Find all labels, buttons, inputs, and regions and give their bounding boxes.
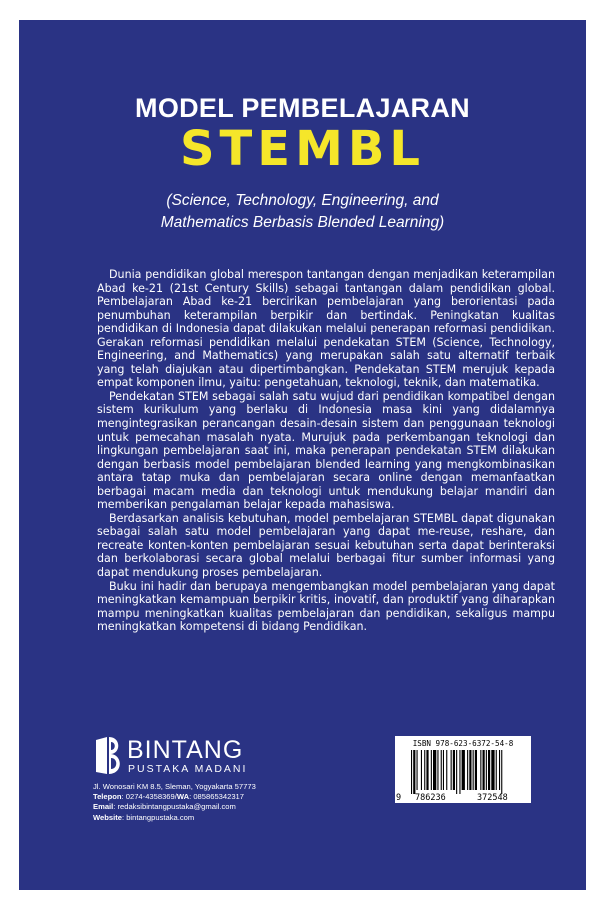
publisher-website: Website: bintangpustaka.com (93, 812, 195, 822)
subtitle-line-1: (Science, Technology, Engineering, and (166, 192, 439, 209)
publisher-address: Jl. Wonosari KM 8.5, Sleman, Yogyakarta 57773 (93, 782, 256, 791)
isbn-barcode-box (395, 736, 531, 803)
isbn-label: ISBN 978-623-6372-54-8 (412, 739, 514, 748)
subtitle-line-2: Mathematics Berbasis Blended Learning) (160, 214, 445, 231)
publisher-email: Email: redaksibintangpustaka@gmail.com (93, 802, 236, 812)
isbn-digits-group-1: 786236 (415, 793, 446, 803)
title-line-2: STEMBL (179, 121, 426, 177)
book-b-logo-icon (93, 736, 123, 776)
publisher-contact (93, 782, 256, 823)
publisher-brand: BINTANG (127, 736, 244, 764)
title-line-1: MODEL PEMBELAJARAN (135, 93, 470, 123)
back-cover (19, 20, 586, 890)
blurb-paragraph: Berdasarkan analisis kebutuhan, model pembelajaran STEMBL dapat digunakan sebagai salah satu model pembelajaran yang dapat me-reuse, reshare, dan recreate konten-konten pembelajaran sesuai kebutuhan serta dapat berinteraksi dan berkolaborasi secara global melalui berbagai fitur sumber informasi yang dapat mendukung proses pembelajaran. (97, 511, 555, 580)
blurb-paragraph: Dunia pendidikan global merespon tantangan dengan menjadikan keterampilan Abad ke-21 (21st Century Skills) sebagai tantangan dalam pendidikan global. Pembelajaran Abad ke-21 bercirikan pembelajaran yang berorientasi pada penumbuhan keterampilan berpikir dan bertindak. Peningkatan kualitas pendidikan di Indonesia dapat dilakukan melalui penerapan reformasi pendidikan. Gerakan reformasi pendidikan melalui pendekatan STEM (Science, Technology, Engineering, and Mathematics) yang merupakan salah satu alternatif terbaik yang telah diajukan atau dipertimbangkan. Pendekatan STEM merujuk kepada empat komponen ilmu, yaitu: pengetahuan, teknologi, teknik, dan matematika. (97, 268, 555, 390)
publisher-brand-sub: PUSTAKA MADANI (128, 763, 248, 775)
blurb-paragraph: Buku ini hadir dan berupaya mengembangkan model pembelajaran yang dapat meningkatkan kemampuan berpikir kritis, inovatif, dan produktif yang diharapkan mampu meningkatkan kualitas pembelajaran dan pendidikan, sekaligus mampu meningkatkan kompetensi di bidang Pendidikan. (97, 579, 555, 634)
isbn-digit-first: 9 (396, 793, 402, 803)
isbn-digits-group-2: 372548 (477, 793, 508, 803)
blurb-paragraph: Pendekatan STEM sebagai salah satu wujud dari pendidikan kompatibel dengan sistem kurikulum yang berlaku di Indonesia masa kini yang didalamnya mengintegrasikan perancangan desain-desain sistem dan penggunaan teknologi untuk pemecahan masalah nyata. Murujuk pada perkembangan teknologi dan lingkungan pembelajaran saat ini, maka penerapan pendekatan STEM dilakukan dengan berbasis model pembelajaran blended learning yang mengkombinasikan antara tatap muka dan pembelajaran secara online dengan memanfaatkan berbagai macam media dan teknologi untuk mendukung belajar mandiri dan memberikan pengalaman belajar kepada mahasiswa. (97, 389, 555, 512)
publisher-phone: Telepon: 0274-4358369/WA: 085865342317 (93, 792, 245, 802)
barcode (401, 750, 525, 794)
subtitle (19, 190, 586, 234)
blurb (97, 268, 555, 634)
